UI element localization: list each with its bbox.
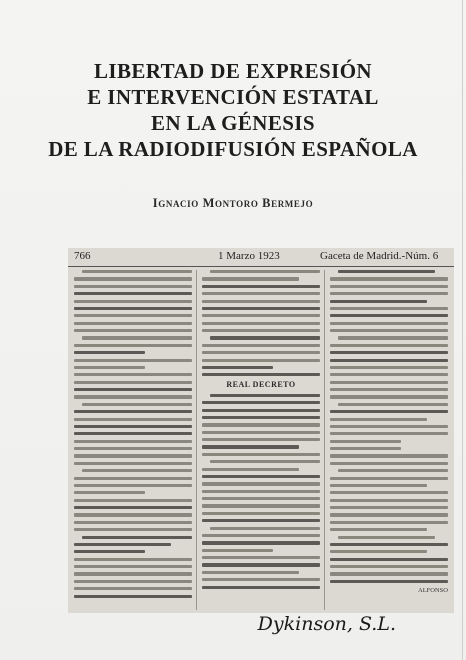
- text-line: [74, 447, 192, 450]
- text-line: [74, 580, 192, 583]
- text-line: [330, 359, 448, 362]
- text-line: [330, 425, 448, 428]
- text-line: [338, 270, 435, 273]
- text-line: [74, 395, 192, 398]
- text-line: [74, 373, 192, 376]
- text-line: [74, 410, 192, 413]
- book-author: Ignacio Montoro Bermejo: [152, 196, 314, 210]
- text-line: [338, 469, 448, 472]
- title-line: LIBERTAD DE EXPRESIÓN: [94, 59, 372, 83]
- text-line: [202, 578, 320, 581]
- text-line: [330, 513, 448, 516]
- text-line: [330, 491, 448, 494]
- text-line: [330, 484, 427, 487]
- text-line: [330, 410, 448, 413]
- text-line: [74, 359, 192, 362]
- text-line: [74, 484, 192, 487]
- text-line: [330, 351, 448, 354]
- text-line: [74, 344, 192, 347]
- text-line: [210, 460, 320, 463]
- text-line: [330, 322, 448, 325]
- text-line: [202, 351, 320, 354]
- clipping-signature: ALFONSO: [418, 587, 448, 595]
- text-line: [74, 513, 192, 516]
- text-line: [202, 307, 320, 310]
- text-line: [82, 270, 192, 273]
- text-line: [330, 572, 448, 575]
- text-line: [74, 587, 192, 590]
- text-line: [330, 580, 448, 583]
- text-line: [202, 366, 273, 369]
- text-line: [74, 440, 192, 443]
- text-line: [330, 506, 448, 509]
- text-line: [74, 462, 192, 465]
- text-line: [202, 344, 320, 347]
- text-line: [330, 543, 448, 546]
- text-line: [202, 409, 320, 412]
- text-line: [330, 550, 427, 553]
- text-line: [202, 322, 320, 325]
- text-line: [330, 277, 448, 280]
- text-line: [74, 418, 192, 421]
- clipping-date: 1 Marzo 1923: [218, 250, 280, 262]
- text-line: [202, 359, 320, 362]
- text-line: [330, 381, 448, 384]
- text-line: [210, 527, 320, 530]
- text-line: [330, 388, 448, 391]
- text-line: [330, 285, 448, 288]
- text-line: [202, 512, 320, 515]
- text-line: [202, 468, 299, 471]
- text-line: [202, 556, 320, 559]
- text-line: [74, 351, 145, 354]
- text-line: [202, 285, 320, 288]
- text-line: [330, 418, 427, 421]
- section-heading: REAL DECRETO: [226, 380, 296, 390]
- text-line: [338, 403, 448, 406]
- book-title: [40, 58, 426, 162]
- text-line: [330, 454, 448, 457]
- text-line: [330, 440, 401, 443]
- text-line: [202, 571, 299, 574]
- text-line: [202, 549, 273, 552]
- text-line: [330, 462, 448, 465]
- text-line: [202, 277, 299, 280]
- text-line: [330, 366, 448, 369]
- text-line: [74, 322, 192, 325]
- text-line: [330, 558, 448, 561]
- text-line: [202, 445, 299, 448]
- text-line: [330, 373, 448, 376]
- text-line: [202, 475, 320, 478]
- clipping-column-3: [330, 270, 448, 610]
- clipping-publication: Gaceta de Madrid.-Núm. 6: [320, 250, 439, 262]
- text-line: [330, 447, 401, 450]
- cover-edge: [462, 0, 463, 660]
- text-line: [74, 543, 171, 546]
- text-line: [330, 314, 448, 317]
- text-line: [202, 497, 320, 500]
- text-line: [74, 595, 192, 598]
- text-line: [330, 292, 448, 295]
- text-line: [202, 300, 320, 303]
- text-line: [74, 366, 145, 369]
- text-line: [338, 536, 435, 539]
- text-line: [202, 504, 320, 507]
- publisher-logo: Dykinson, S.L.: [257, 613, 396, 635]
- text-line: [82, 536, 192, 539]
- text-line: [202, 373, 320, 376]
- text-line: [330, 395, 448, 398]
- text-line: [74, 528, 192, 531]
- text-line: [74, 307, 192, 310]
- text-line: [82, 403, 192, 406]
- text-line: [202, 519, 320, 522]
- text-line: [74, 388, 192, 391]
- text-line: [202, 563, 320, 566]
- newspaper-clipping: [68, 248, 454, 613]
- text-line: [210, 336, 320, 339]
- text-line: [202, 482, 320, 485]
- text-line: [330, 432, 448, 435]
- text-line: [74, 499, 192, 502]
- text-line: [74, 477, 192, 480]
- text-line: [74, 550, 145, 553]
- text-line: [202, 329, 320, 332]
- text-line: [202, 431, 320, 434]
- text-line: [74, 285, 192, 288]
- text-line: [330, 565, 448, 568]
- text-line: [74, 432, 192, 435]
- text-line: [202, 423, 320, 426]
- text-line: [330, 521, 448, 524]
- text-line: [74, 277, 192, 280]
- text-line: [210, 270, 320, 273]
- text-line: [330, 499, 448, 502]
- clipping-column-2: [202, 270, 320, 610]
- text-line: [330, 307, 448, 310]
- text-line: [210, 394, 320, 397]
- text-line: [202, 490, 320, 493]
- clipping-rule: [68, 266, 454, 267]
- text-line: [82, 336, 192, 339]
- column-separator: [196, 270, 197, 610]
- text-line: [338, 336, 448, 339]
- text-line: [202, 292, 320, 295]
- text-line: [74, 300, 192, 303]
- text-line: [202, 401, 320, 404]
- text-line: [74, 425, 192, 428]
- text-line: [74, 565, 192, 568]
- text-line: [330, 329, 448, 332]
- column-separator: [324, 270, 325, 610]
- text-line: [202, 416, 320, 419]
- text-line: [74, 454, 192, 457]
- title-line: E INTERVENCIÓN ESTATAL: [87, 85, 379, 109]
- text-line: [202, 314, 320, 317]
- text-line: [74, 521, 192, 524]
- text-line: [74, 292, 192, 295]
- text-line: [330, 528, 427, 531]
- title-line: DE LA RADIODIFUSIÓN ESPAÑOLA: [48, 137, 418, 161]
- clipping-page-number: 766: [74, 250, 91, 262]
- text-line: [74, 558, 192, 561]
- text-line: [74, 381, 192, 384]
- text-line: [74, 506, 192, 509]
- text-line: [74, 314, 192, 317]
- clipping-column-1: [74, 270, 192, 610]
- clipping-header: [68, 250, 454, 264]
- text-line: [330, 477, 448, 480]
- text-line: [202, 438, 320, 441]
- text-line: [202, 541, 320, 544]
- text-line: [202, 453, 320, 456]
- text-line: [330, 300, 427, 303]
- text-line: [202, 586, 320, 589]
- text-line: [330, 344, 448, 347]
- text-line: [74, 491, 145, 494]
- text-line: [202, 534, 320, 537]
- title-line: EN LA GÉNESIS: [151, 111, 315, 135]
- text-line: [74, 329, 192, 332]
- text-line: [74, 572, 192, 575]
- text-line: [82, 469, 192, 472]
